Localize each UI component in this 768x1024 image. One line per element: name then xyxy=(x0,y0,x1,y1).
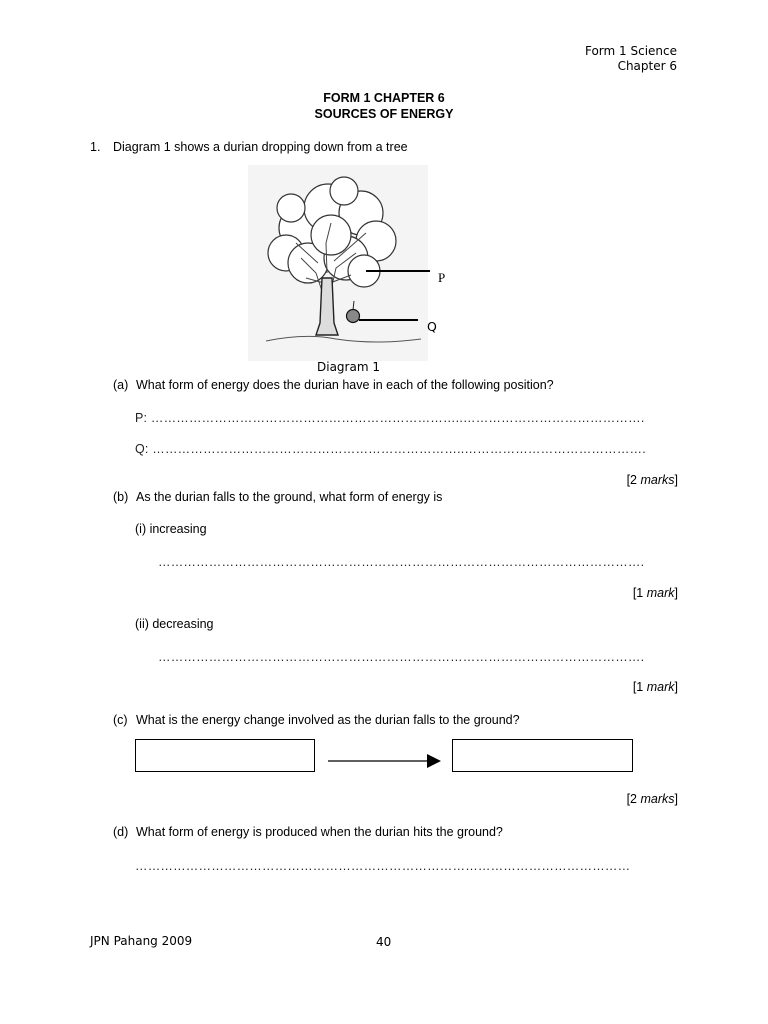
part-d-label: (d) xyxy=(113,825,129,839)
answer-line-b-ii[interactable]: ……………………………………………………………………………………………………. xyxy=(158,650,645,664)
header-subject: Form 1 Science xyxy=(584,44,677,58)
page-title: FORM 1 CHAPTER 6 xyxy=(323,91,445,105)
page-number: 40 xyxy=(376,935,392,949)
diagram-caption: Diagram 1 xyxy=(317,360,380,374)
part-a-question: What form of energy does the durian have in each of the following position? xyxy=(136,378,554,392)
energy-box-to[interactable] xyxy=(452,739,633,772)
part-d-question: What form of energy is produced when the durian hits the ground? xyxy=(136,825,503,839)
question-stem: Diagram 1 shows a durian dropping down from a tree xyxy=(113,140,408,154)
part-a-label: (a) xyxy=(113,378,129,392)
part-c-marks: [2 marks] xyxy=(626,792,678,806)
part-b-question: As the durian falls to the ground, what form of energy is xyxy=(136,490,443,504)
part-b-label: (b) xyxy=(113,490,129,504)
part-b-i-text: (i) increasing xyxy=(135,522,207,536)
arrow-right-icon xyxy=(325,750,445,772)
part-b-ii-text: (ii) decreasing xyxy=(135,617,214,631)
answer-line-p[interactable]: P: ………………………………………………………………..……………………………………. xyxy=(135,411,645,425)
part-b-i-marks: [1 mark] xyxy=(632,586,678,600)
page-subtitle: SOURCES OF ENERGY xyxy=(314,107,454,121)
header-chapter: Chapter 6 xyxy=(617,59,677,73)
answer-line-d[interactable]: ……………………………………………………………………………………………………… xyxy=(135,859,631,873)
diagram-label-q: Q xyxy=(427,319,437,334)
part-a-marks: [2 marks] xyxy=(626,473,678,487)
part-b-ii-marks: [1 mark] xyxy=(632,680,678,694)
tree-with-durian-icon xyxy=(246,163,446,363)
question-number: 1. xyxy=(90,140,101,154)
energy-box-from[interactable] xyxy=(135,739,315,772)
part-c-label: (c) xyxy=(113,713,128,727)
part-c-question: What is the energy change involved as the durian falls to the ground? xyxy=(136,713,520,727)
diagram-label-p: P xyxy=(438,270,446,285)
answer-line-b-i[interactable]: ……………………………………………………………………………………………………. xyxy=(158,555,645,569)
answer-line-q[interactable]: Q: ………………………………………………………………..……………………………………. xyxy=(135,442,646,456)
footer-source: JPN Pahang 2009 xyxy=(90,934,193,948)
